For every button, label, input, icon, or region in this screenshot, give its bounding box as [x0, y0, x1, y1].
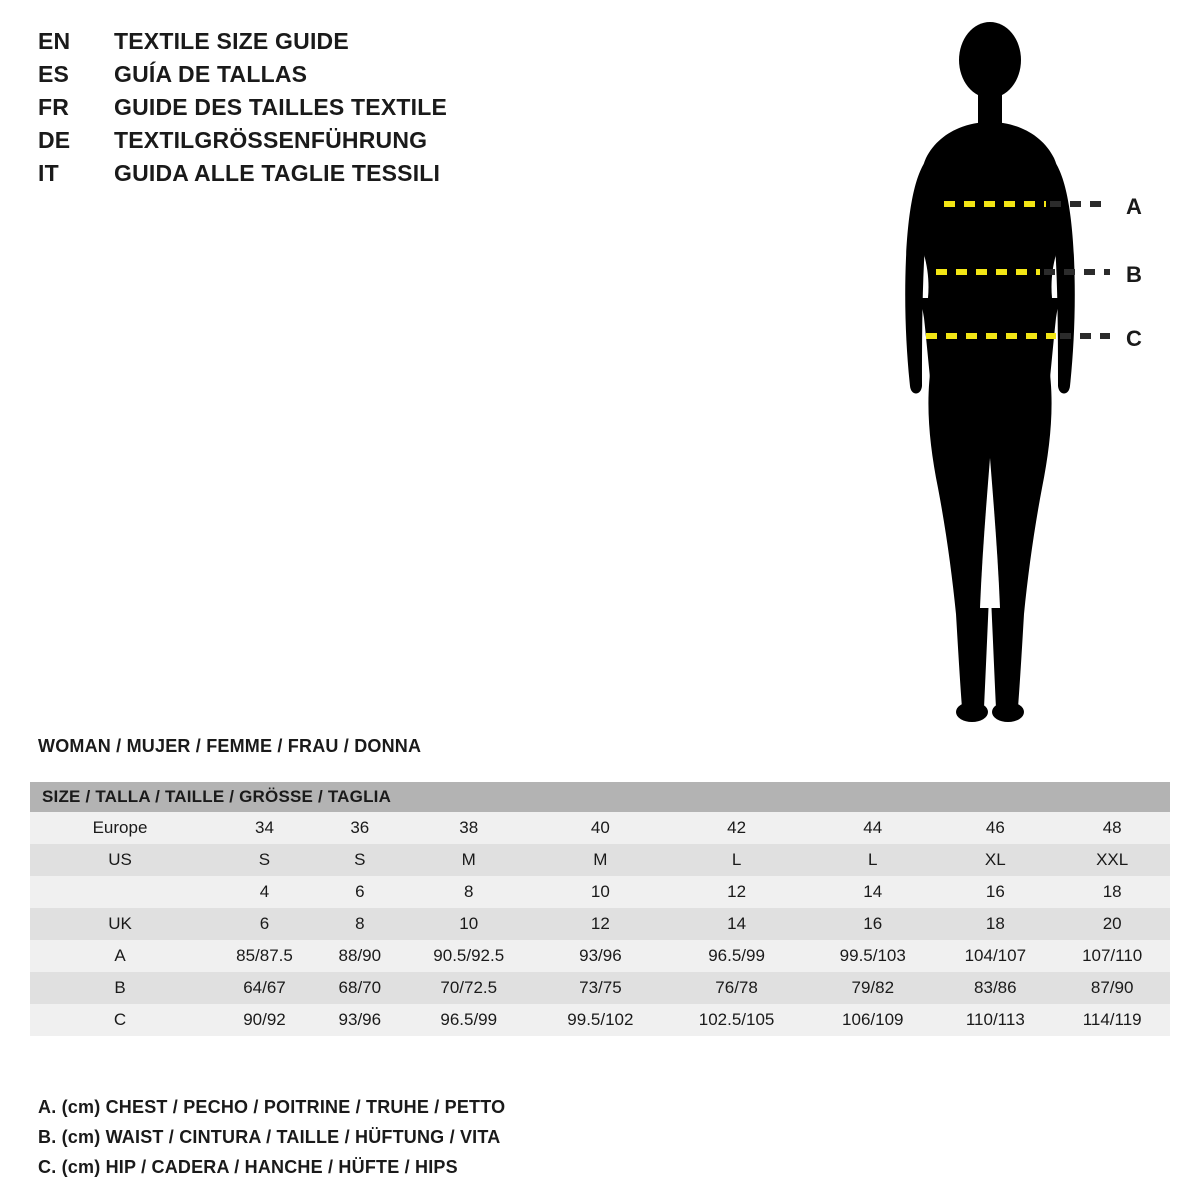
table-cell: 68/70 [319, 972, 401, 1004]
legend-line-b: B. (cm) WAIST / CINTURA / TAILLE / HÜFTUNG / VITA [38, 1127, 501, 1147]
table-cell: 106/109 [809, 1004, 936, 1036]
table-header-row [30, 782, 1170, 812]
language-title: GUIDE DES TAILLES TEXTILE [114, 94, 447, 120]
table-cell: 88/90 [319, 940, 401, 972]
table-row [30, 844, 1170, 876]
table-row [30, 812, 1170, 844]
measure-label-b: B [1126, 262, 1142, 287]
language-title: TEXTILE SIZE GUIDE [114, 28, 349, 54]
row-label [30, 876, 210, 908]
table-cell: 102.5/105 [664, 1004, 809, 1036]
language-code: ES [38, 61, 70, 87]
table-cell: 107/110 [1054, 940, 1170, 972]
table-cell: 114/119 [1054, 1004, 1170, 1036]
table-cell: 93/96 [537, 940, 664, 972]
body-silhouette-icon [860, 18, 1190, 738]
table-cell: 12 [537, 908, 664, 940]
table-cell: XXL [1054, 844, 1170, 876]
table-cell: 93/96 [319, 1004, 401, 1036]
table-row [30, 908, 1170, 940]
table-cell: 46 [936, 812, 1054, 844]
table-cell: 40 [537, 812, 664, 844]
table-row [30, 940, 1170, 972]
language-header-block [38, 28, 678, 193]
row-label: A [30, 940, 210, 972]
table-cell: 96.5/99 [401, 1004, 537, 1036]
table-cell: 14 [664, 908, 809, 940]
table-cell: 99.5/102 [537, 1004, 664, 1036]
size-table [30, 782, 1170, 1036]
table-cell: S [210, 844, 319, 876]
language-title: GUÍA DE TALLAS [114, 61, 308, 87]
table-cell: 96.5/99 [664, 940, 809, 972]
row-label: UK [30, 908, 210, 940]
table-cell: 44 [809, 812, 936, 844]
table-cell: 79/82 [809, 972, 936, 1004]
row-label: US [30, 844, 210, 876]
table-cell: XL [936, 844, 1054, 876]
table-cell: 16 [809, 908, 936, 940]
table-cell: 85/87.5 [210, 940, 319, 972]
table-cell: S [319, 844, 401, 876]
table-cell: 8 [401, 876, 537, 908]
measurement-legend [38, 1092, 838, 1182]
table-cell: 110/113 [936, 1004, 1054, 1036]
table-cell: 18 [1054, 876, 1170, 908]
measure-label-a: A [1126, 194, 1142, 219]
table-cell: 20 [1054, 908, 1170, 940]
female-body-figure [860, 18, 1190, 738]
table-cell: 38 [401, 812, 537, 844]
table-row [30, 972, 1170, 1004]
table-cell: 87/90 [1054, 972, 1170, 1004]
table-header-label: SIZE / TALLA / TAILLE / GRÖSSE / TAGLIA [30, 782, 1170, 812]
table-cell: 99.5/103 [809, 940, 936, 972]
table-cell: 8 [319, 908, 401, 940]
table-cell: 90.5/92.5 [401, 940, 537, 972]
table-cell: 64/67 [210, 972, 319, 1004]
language-title: TEXTILGRÖSSENFÜHRUNG [114, 127, 428, 153]
measure-label-c: C [1126, 326, 1142, 351]
table-cell: 36 [319, 812, 401, 844]
table-cell: 6 [319, 876, 401, 908]
table-cell: L [664, 844, 809, 876]
table-cell: 83/86 [936, 972, 1054, 1004]
table-cell: 34 [210, 812, 319, 844]
table-cell: 12 [664, 876, 809, 908]
legend-line-c: C. (cm) HIP / CADERA / HANCHE / HÜFTE / HIPS [38, 1157, 458, 1177]
language-code: FR [38, 94, 70, 120]
language-code: IT [38, 160, 59, 186]
table-cell: 6 [210, 908, 319, 940]
table-cell: 48 [1054, 812, 1170, 844]
table-row [30, 1004, 1170, 1036]
row-label: C [30, 1004, 210, 1036]
table-cell: 70/72.5 [401, 972, 537, 1004]
table-cell: 10 [401, 908, 537, 940]
legend-line-a: A. (cm) CHEST / PECHO / POITRINE / TRUHE / PETTO [38, 1097, 506, 1117]
table-cell: 73/75 [537, 972, 664, 1004]
table-cell: L [809, 844, 936, 876]
table-cell: 4 [210, 876, 319, 908]
table-cell: 14 [809, 876, 936, 908]
table-cell: 10 [537, 876, 664, 908]
table-cell: 104/107 [936, 940, 1054, 972]
table-cell: 42 [664, 812, 809, 844]
language-code: DE [38, 127, 71, 153]
language-row [38, 61, 678, 94]
language-row [38, 94, 678, 127]
table-section-title: WOMAN / MUJER / FEMME / FRAU / DONNA [38, 736, 422, 756]
language-row [38, 28, 678, 61]
row-label: Europe [30, 812, 210, 844]
language-code: EN [38, 28, 71, 54]
table-cell: 76/78 [664, 972, 809, 1004]
language-row [38, 160, 678, 193]
table-cell: 18 [936, 908, 1054, 940]
table-cell: M [401, 844, 537, 876]
row-label: B [30, 972, 210, 1004]
table-cell: M [537, 844, 664, 876]
table-cell: 16 [936, 876, 1054, 908]
language-title: GUIDA ALLE TAGLIE TESSILI [114, 160, 441, 186]
language-row [38, 127, 678, 160]
table-cell: 90/92 [210, 1004, 319, 1036]
table-row [30, 876, 1170, 908]
